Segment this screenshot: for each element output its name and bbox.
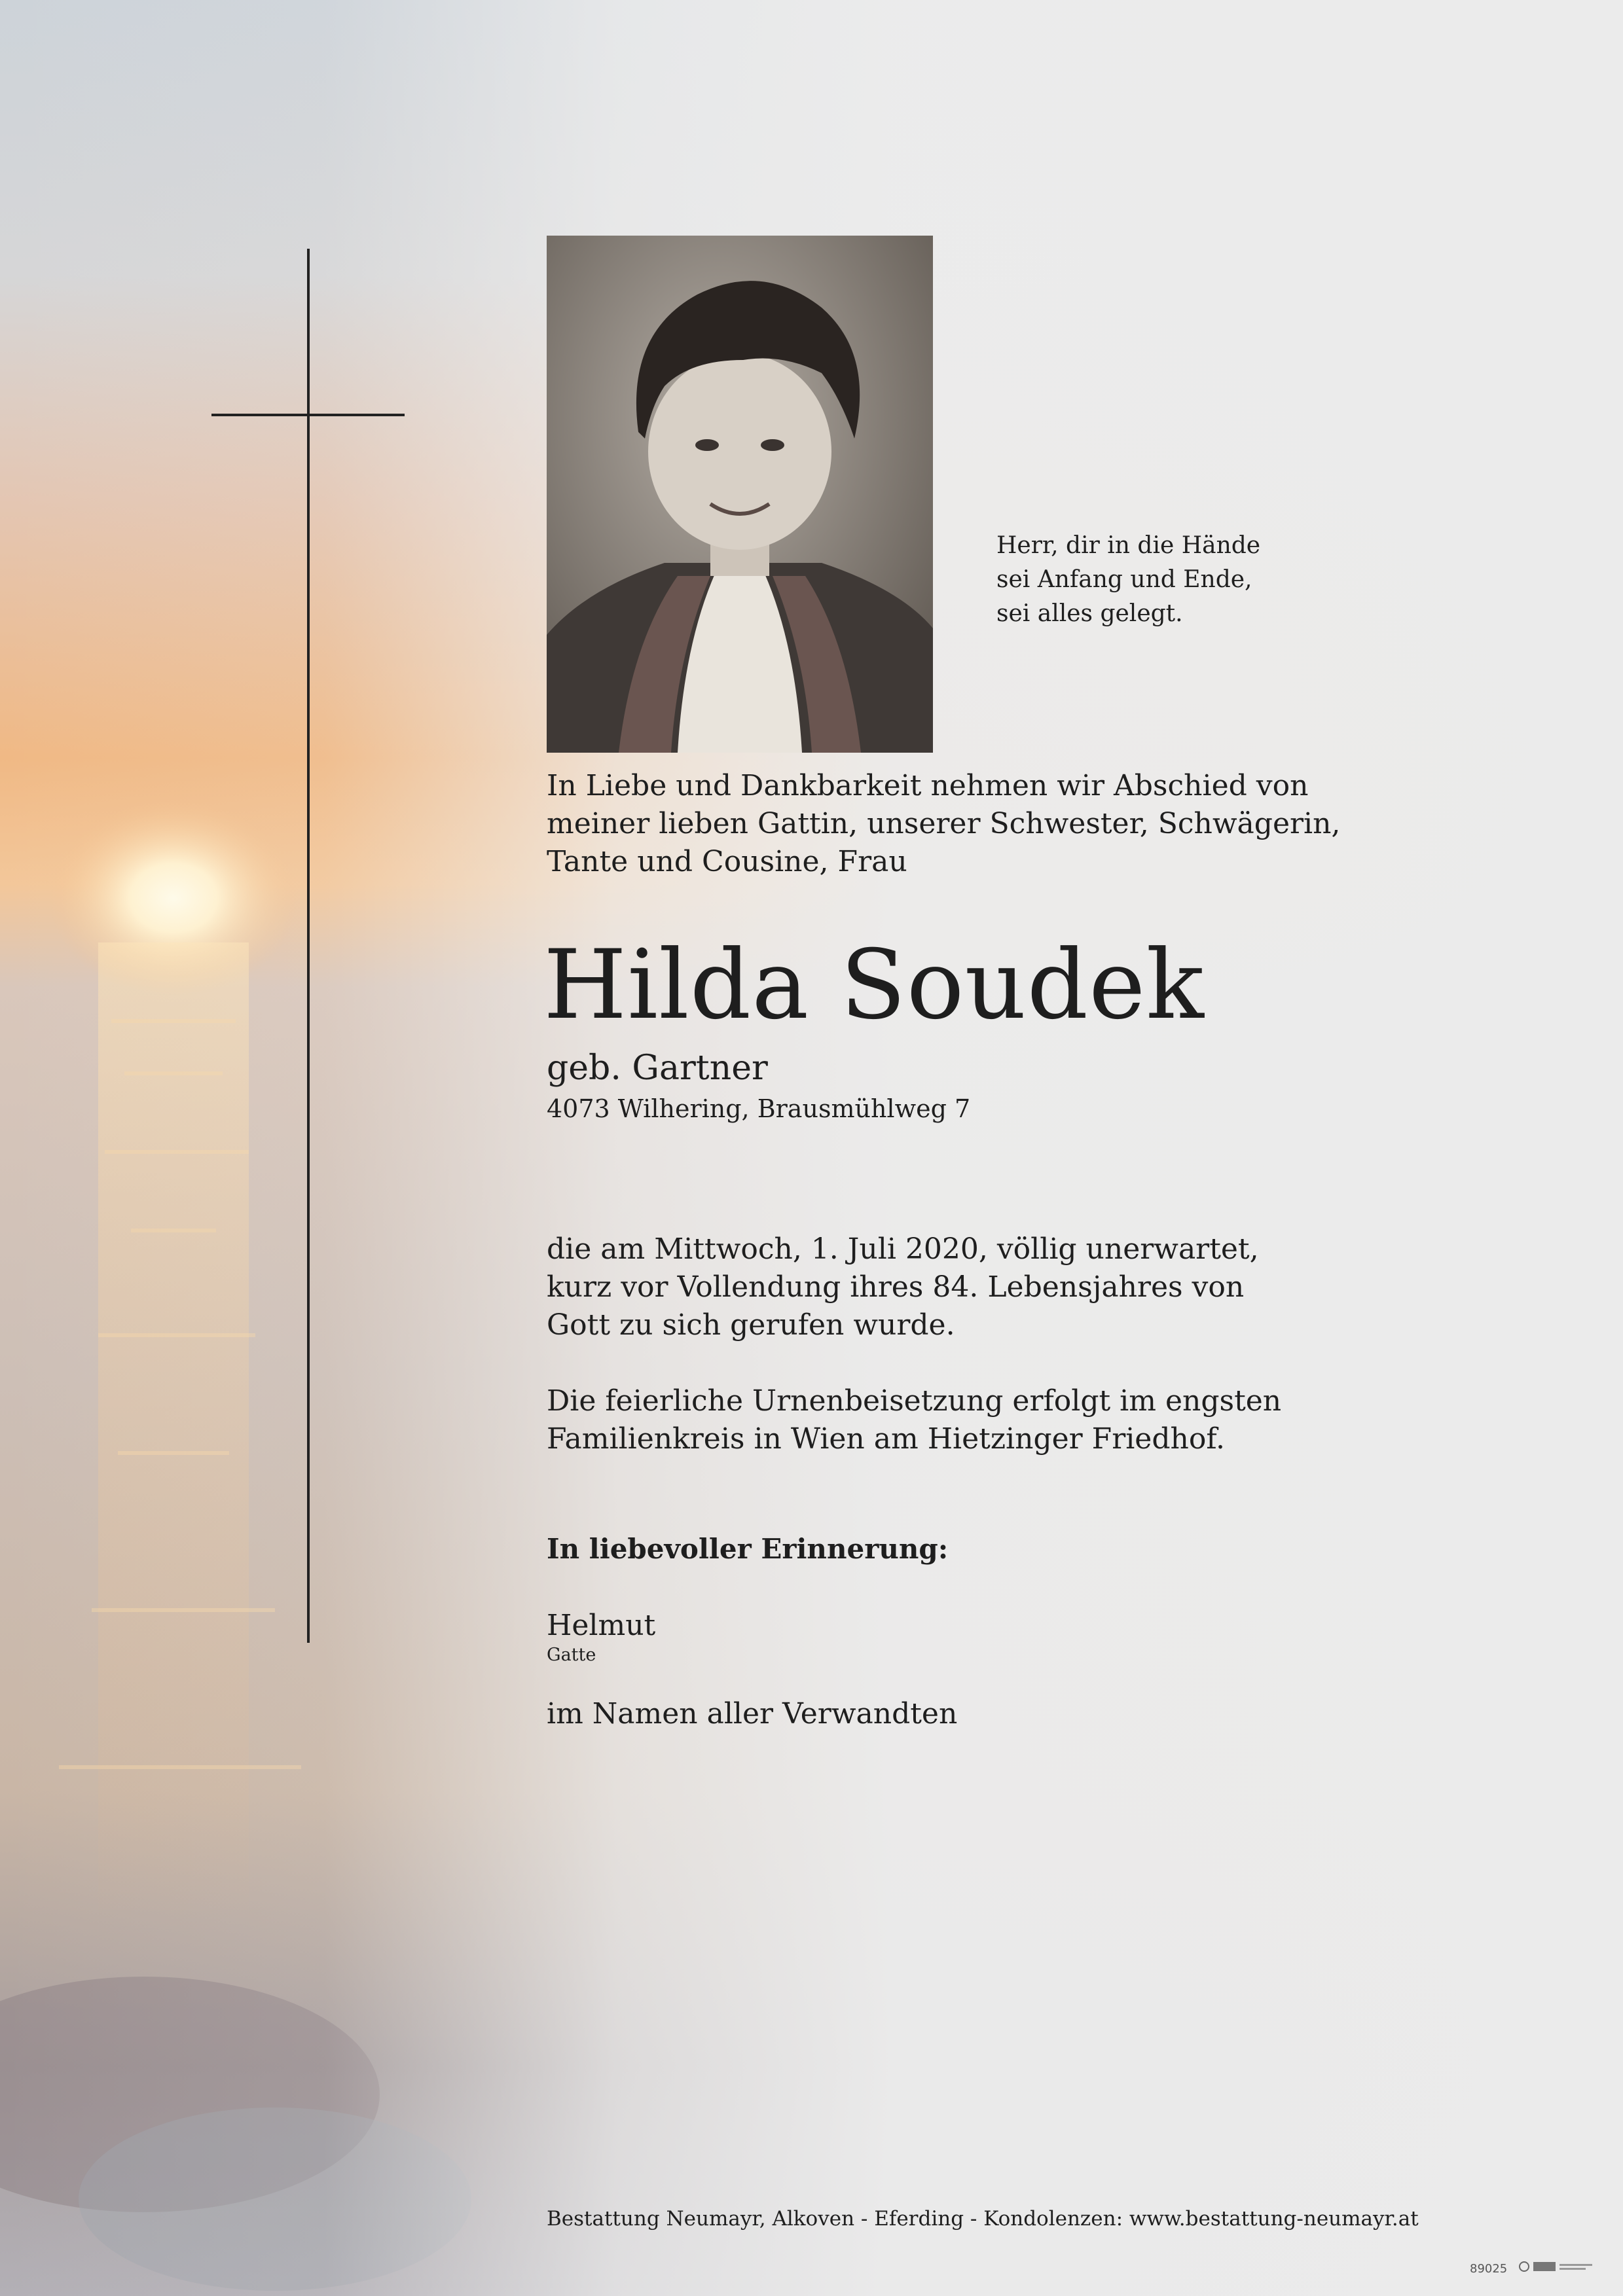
mourner-name: Helmut	[547, 1609, 656, 1642]
bible-verse	[996, 529, 1260, 631]
cross-horizontal-bar	[211, 414, 405, 416]
intro-paragraph	[547, 767, 1340, 881]
intro-line: In Liebe und Dankbarkeit nehmen wir Abschied von	[547, 769, 1309, 802]
verse-line: sei Anfang und Ende,	[996, 566, 1252, 593]
memory-title: In liebevoller Erinnerung:	[547, 1533, 949, 1565]
verse-line: Herr, dir in die Hände	[996, 532, 1261, 559]
death-line: die am Mittwoch, 1. Juli 2020, völlig unerwartet,	[547, 1232, 1259, 1266]
portrait-photo	[547, 236, 933, 753]
intro-line: Tante und Cousine, Frau	[547, 845, 907, 878]
relatives-line: im Namen aller Verwandten	[547, 1697, 958, 1731]
burial-line: Die feierliche Urnenbeisetzung erfolgt im engsten	[547, 1384, 1282, 1418]
intro-line: meiner lieben Gattin, unserer Schwester, Schwägerin,	[547, 807, 1341, 840]
death-line: Gott zu sich gerufen wurde.	[547, 1308, 955, 1342]
deceased-name: Hilda Soudek	[543, 929, 1205, 1041]
death-line: kurz vor Vollendung ihres 84. Lebensjahres von	[547, 1270, 1245, 1304]
burial-notice	[547, 1382, 1281, 1458]
printer-logo-mark	[1518, 2258, 1596, 2275]
cross-vertical-bar	[307, 249, 310, 1643]
death-notice	[547, 1230, 1259, 1344]
print-code: 89025	[1470, 2262, 1508, 2276]
verse-line: sei alles gelegt.	[996, 600, 1183, 627]
address: 4073 Wilhering, Brausmühlweg 7	[547, 1094, 971, 1123]
burial-line: Familienkreis in Wien am Hietzinger Friedhof.	[547, 1422, 1226, 1456]
mourner-role: Gatte	[547, 1645, 596, 1665]
footer-funeral-home: Bestattung Neumayr, Alkoven - Eferding - Kondolenzen: www.bestattung-neumayr.at	[547, 2207, 1419, 2231]
maiden-name: geb. Gartner	[547, 1049, 768, 1088]
